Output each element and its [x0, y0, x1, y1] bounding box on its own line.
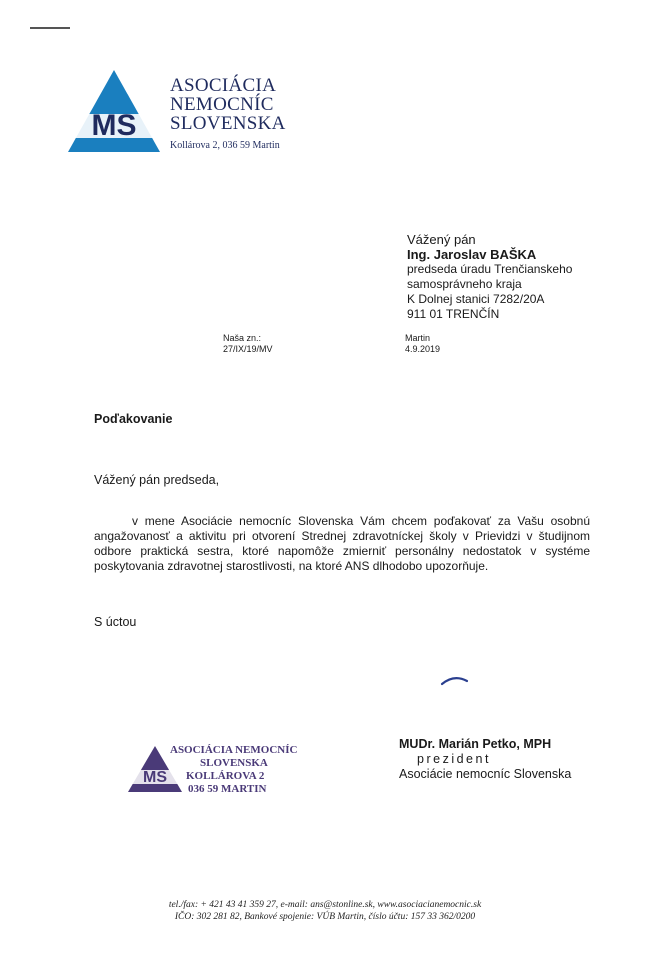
letter-subject: Poďakovanie: [94, 412, 173, 426]
reference-block: [223, 333, 273, 355]
footer-bank: IČO: 302 281 82, Bankové spojenie: VÚB Martin, číslo účtu: 157 33 362/0200: [174, 912, 476, 922]
signature-block: [399, 737, 571, 782]
stamp: [170, 744, 297, 796]
letter-footer: [0, 899, 650, 923]
stamp-line-4: 036 59 MARTIN: [188, 783, 267, 795]
logo-text: MS: [91, 109, 137, 142]
signatory-title: prezident: [417, 752, 491, 766]
stamp-logo-text: MS: [143, 769, 167, 786]
org-address: Kollárova 2, 036 59 Martin: [170, 140, 280, 151]
letter-greeting: Vážený pán predseda,: [94, 473, 220, 487]
org-name-line-1: ASOCIÁCIA: [170, 75, 277, 96]
recipient-position-2: samosprávneho kraja: [407, 277, 522, 291]
recipient-name: Ing. Jaroslav BAŠKA: [407, 247, 537, 262]
signatory-organization: Asociácie nemocníc Slovenska: [399, 767, 572, 781]
date-value: 4.9.2019: [405, 344, 441, 354]
letter-closing: S úctou: [94, 615, 137, 629]
recipient-city: 911 01 TRENČÍN: [407, 307, 500, 321]
stamp-line-3: KOLLÁROVA 2: [186, 770, 265, 782]
org-name-line-2: NEMOCNÍC: [170, 94, 274, 115]
date-place: Martin: [405, 333, 431, 343]
org-name-line-3: SLOVENSKA: [170, 113, 286, 134]
letter-body-text: v mene Asociácie nemocníc Slovenska Vám chcem poďakovať za Vašu osobnú angažovanosť a aktivitu pri otvorení Strednej zdravotníckej školy v Prievidzi v študijnom odbore praktická sestra, ktoré napomôže zmierniť personálny nedostatok v systéme poskytovania zdravotnej starostlivosti, na ktoré ANS dlhodobo upozorňuje.: [94, 514, 590, 573]
recipient-block: [407, 232, 572, 322]
recipient-street: K Dolnej stanici 7282/20A: [407, 292, 545, 306]
reference-value: 27/IX/19/MV: [223, 344, 273, 354]
signatory-name: MUDr. Marián Petko, MPH: [399, 737, 552, 751]
footer-contact: tel./fax: + 421 43 41 359 27, e-mail: ans@stonline.sk, www.asociacianemocnic.sk: [168, 900, 482, 910]
date-block: [405, 333, 440, 355]
recipient-position-1: predseda úradu Trenčianskeho: [407, 262, 573, 276]
letter-body: [94, 514, 590, 574]
stamp-line-1: ASOCIÁCIA NEMOCNÍC: [170, 744, 298, 756]
stamp-line-2: SLOVENSKA: [200, 757, 268, 769]
org-name: [170, 76, 286, 133]
recipient-salutation: Vážený pán: [407, 232, 476, 247]
top-mark-line: [30, 27, 70, 29]
signature-stroke-icon: [440, 672, 470, 686]
reference-label: Naša zn.:: [223, 333, 262, 343]
association-logo-icon: [66, 68, 162, 154]
